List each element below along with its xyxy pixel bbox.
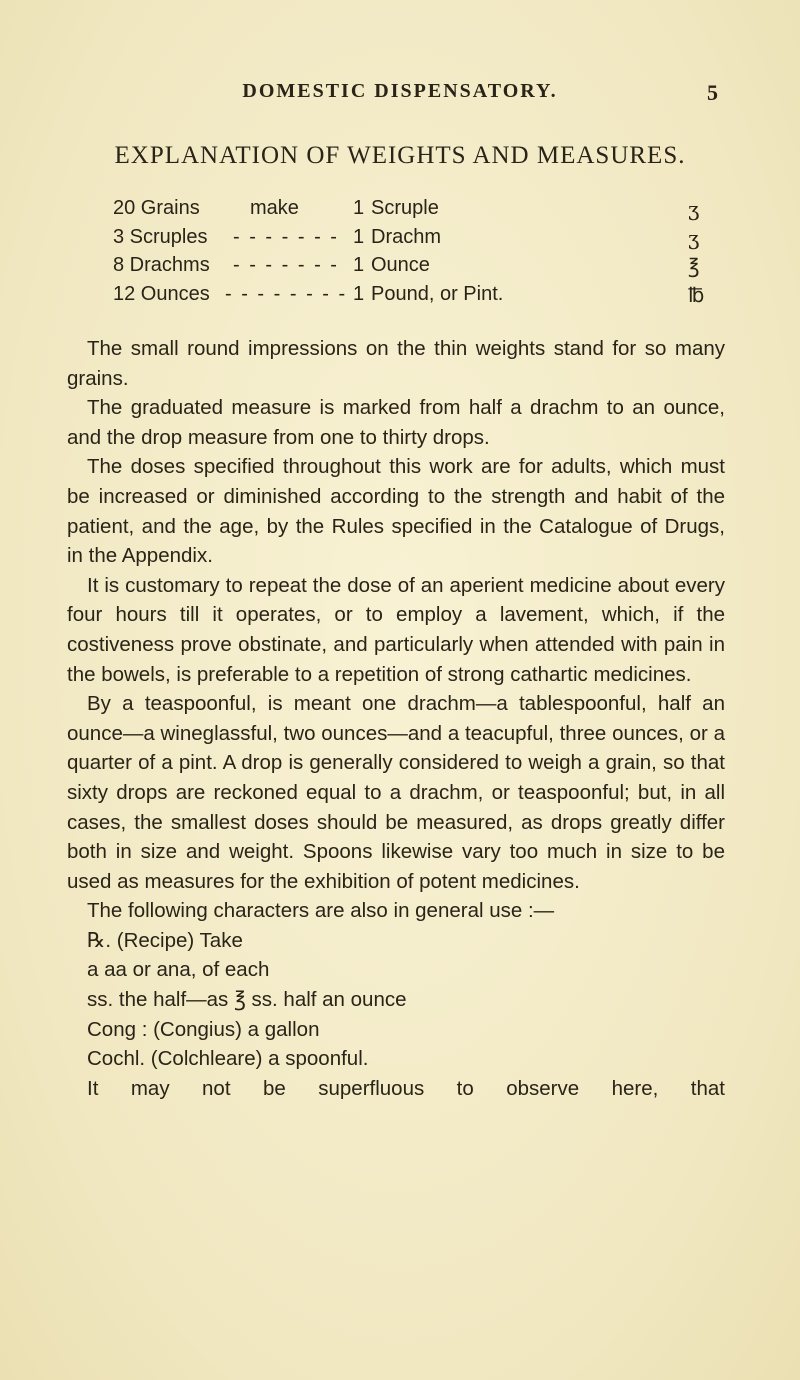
table-row — [113, 197, 728, 226]
ounce-symbol: ℥ — [688, 254, 700, 278]
table-row — [113, 226, 728, 255]
row-amount: 1 — [353, 225, 365, 248]
row-quantity: 12 Ounces — [113, 282, 210, 305]
abbreviation-item: a aa or ana, of each — [87, 958, 270, 982]
row-quantity: 20 Grains — [113, 197, 200, 219]
row-unit: Drachm — [371, 225, 442, 248]
row-amount: 1 — [353, 197, 365, 219]
row-relation: - - - - - - - — [233, 254, 339, 276]
abbreviation-item: ss. the half—as ℥ ss. half an ounce — [87, 988, 407, 1012]
paragraph: The small round impressions on the thin weights stand for so many grains. — [67, 337, 725, 390]
row-quantity: 8 Drachms — [113, 254, 210, 276]
paragraph: By a teaspoonful, is meant one drachm—a tablespoonful, half an ounce—a wineglassful, two ounces—and a teacupful, three ounces, or a quarter of a pint. A drop is generally considered to weigh a grain, so that sixty drops are reckoned equal to a drachm, or teaspoonful; but, in all cases, the smallest doses should be measured, as drops greatly differ both in size and weight. Spoons likewise vary too much in size to be used as measures for the exhibition of potent medicines. — [67, 692, 725, 893]
section-title: EXPLANATION OF WEIGHTS AND MEASURES. — [114, 142, 686, 169]
row-relation: - - - - - - - - — [225, 282, 348, 305]
row-amount: 1 — [353, 282, 365, 305]
table-row — [113, 283, 728, 312]
row-unit: Scruple — [371, 197, 439, 219]
row-unit: Ounce — [371, 254, 430, 276]
abbreviation-item: ℞. (Recipe) Take — [87, 928, 243, 952]
abbreviation-item: Cochl. (Colchleare) a spoonful. — [87, 1047, 369, 1071]
page-number: 5 — [707, 80, 718, 105]
row-unit: Pound, or Pint. — [371, 282, 504, 305]
abbreviation-item: Cong : (Congius) a gallon — [87, 1017, 320, 1041]
paragraph: It is customary to repeat the dose of an aperient medicine about every four hours till it operates, or to employ a lavement, which, if the costiveness prove obstinate, and particularly when attended with pain in the bowels, is preferable to a repetition of strong cathartic medicines. — [67, 573, 725, 686]
body-text — [67, 334, 725, 1103]
drachm-symbol: ʒ — [688, 225, 700, 250]
row-relation: make — [250, 197, 299, 219]
running-head — [0, 80, 800, 110]
row-quantity: 3 Scruples — [113, 225, 208, 248]
running-title: DOMESTIC DISPENSATORY. — [242, 80, 558, 102]
scruple-symbol: ʒ — [688, 197, 700, 221]
closing-line: It may not be superfluous to observe here, that — [87, 1076, 725, 1100]
row-amount: 1 — [353, 254, 365, 276]
weights-table — [113, 197, 728, 311]
table-row — [113, 254, 728, 283]
pound-symbol: ℔ — [688, 282, 705, 307]
paragraph: The following characters are also in general use :— — [87, 899, 555, 923]
paragraph: The graduated measure is marked from half a drachm to an ounce, and the drop measure from one to thirty drops. — [67, 396, 725, 449]
paragraph: The doses specified throughout this work are for adults, which must be increased or diminished according to the strength and habit of the patient, and the age, by the Rules specified in the Catalogue of Drugs, in the Appendix. — [67, 455, 725, 568]
row-relation: - - - - - - - — [233, 225, 339, 248]
